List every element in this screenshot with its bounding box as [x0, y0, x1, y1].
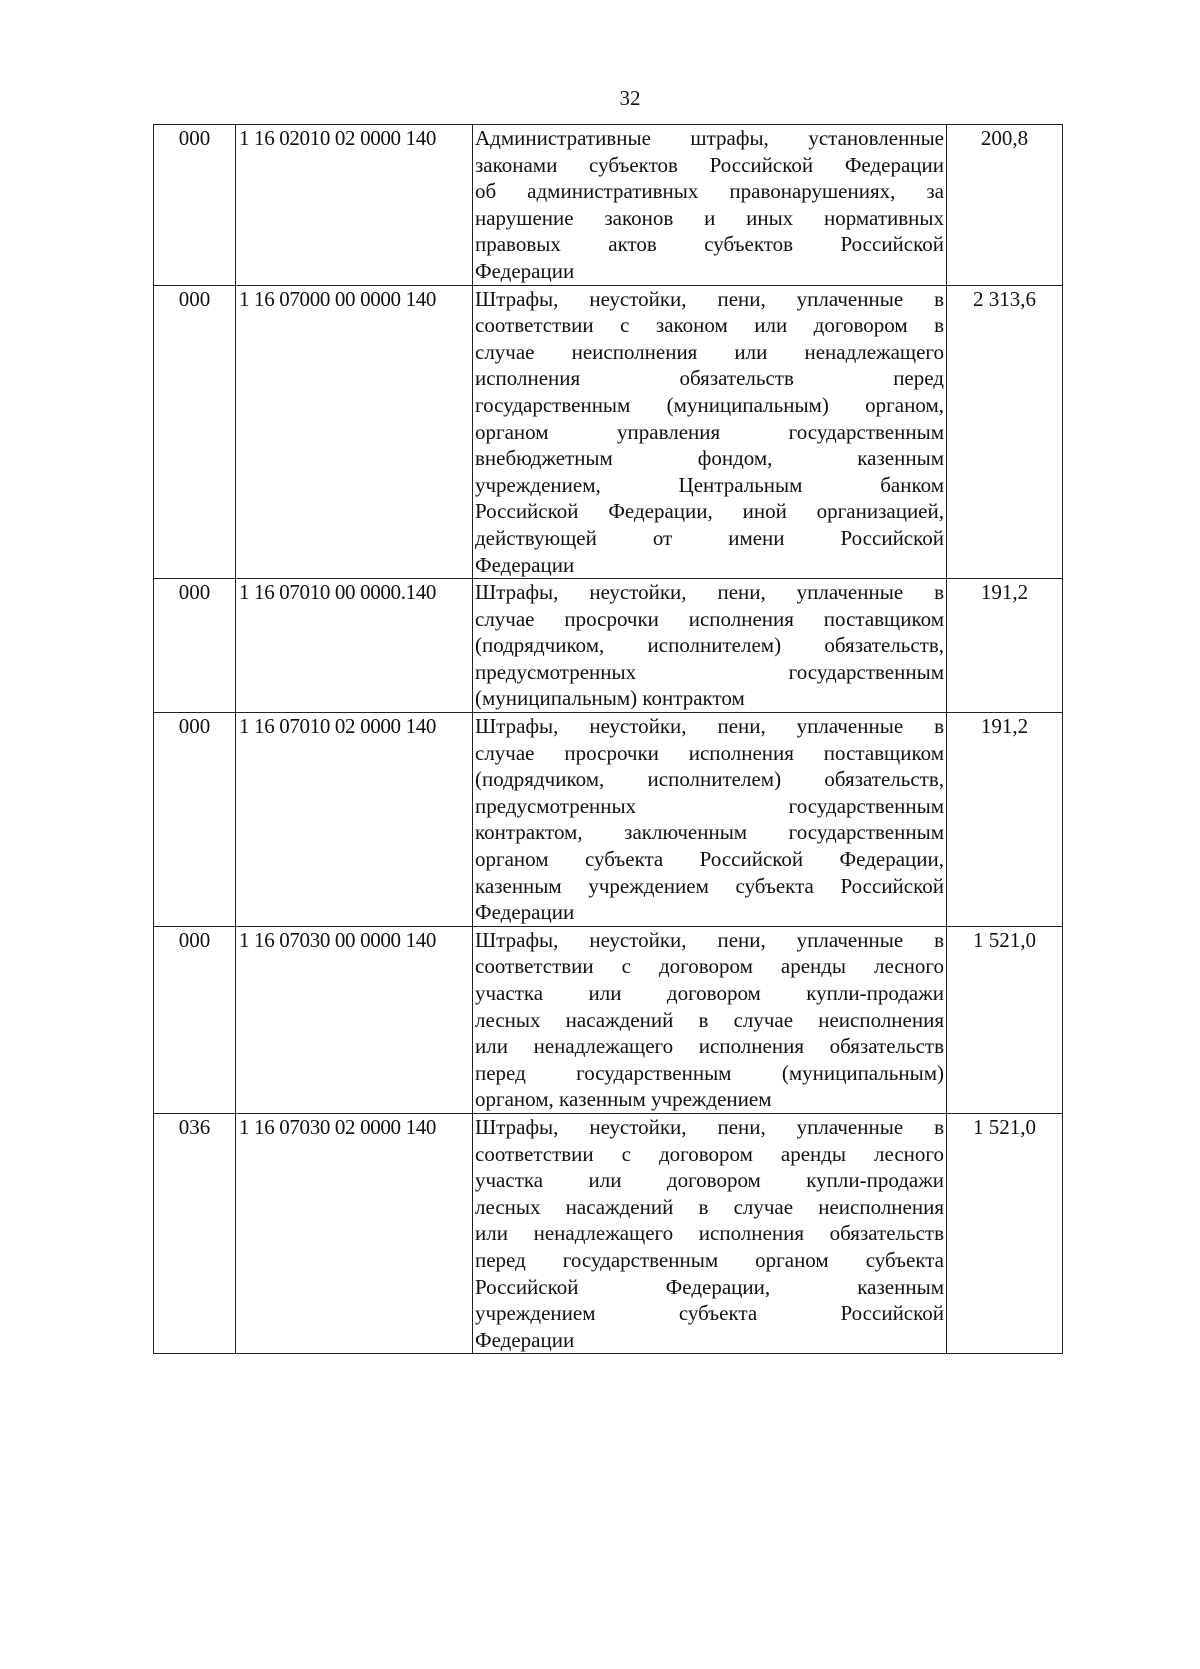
revenue-name-line: случае неисполнения или ненадлежащего: [475, 339, 944, 364]
revenue-name-line: Штрафы, неустойки, пени, уплаченные в: [475, 927, 944, 952]
amount-cell: 191,2: [947, 579, 1063, 713]
table-row: [154, 285, 1063, 579]
budget-code-cell: 1 16 07030 00 0000 140: [236, 926, 473, 1113]
revenue-name-line: (подрядчиком, исполнителем) обязательств,: [475, 767, 944, 792]
revenue-name-line: об административных правонарушениях, за: [475, 179, 944, 204]
revenue-name-line: правовых актов субъектов Российской: [475, 232, 944, 257]
revenue-name-line: учреждением субъекта Российской: [475, 1301, 944, 1326]
amount-cell: 1 521,0: [947, 1113, 1063, 1353]
budget-code-cell: 1 16 07000 00 0000 140: [236, 285, 473, 579]
revenue-name-line: действующей от имени Российской: [475, 525, 944, 550]
revenue-name-text: [473, 1114, 946, 1353]
admin-code-cell: 000: [154, 713, 236, 927]
revenue-name-line: случае просрочки исполнения поставщиком: [475, 740, 944, 765]
revenue-name-line: Федерации: [475, 1327, 575, 1352]
revenue-name-line: соответствии с договором аренды лесного: [475, 1141, 944, 1166]
revenue-name-line: Административные штрафы, установленные: [475, 126, 944, 150]
revenue-name-line: перед государственным (муниципальным): [475, 1060, 944, 1085]
revenue-name-text: [473, 286, 946, 579]
revenue-name-line: или ненадлежащего исполнения обязательств: [475, 1221, 944, 1246]
budget-code-cell: 1 16 07010 02 0000 140: [236, 713, 473, 927]
revenue-name-line: нарушение законов и иных нормативных: [475, 205, 944, 230]
revenue-name-line: Федерации: [475, 552, 575, 577]
revenue-name-cell: [473, 285, 947, 579]
revenue-name-line: органом субъекта Российской Федерации,: [475, 847, 944, 872]
budget-code-cell: 1 16 07010 00 0000.140: [236, 579, 473, 713]
revenue-name-line: случае просрочки исполнения поставщиком: [475, 606, 944, 631]
revenue-name-line: органом управления государственным: [475, 419, 944, 444]
revenue-name-line: Федерации: [475, 258, 575, 283]
revenue-name-line: лесных насаждений в случае неисполнения: [475, 1194, 944, 1219]
admin-code-cell: 000: [154, 125, 236, 286]
revenue-name-line: предусмотренных государственным: [475, 793, 944, 818]
page-number: 32: [619, 86, 641, 110]
revenue-name-text: [473, 579, 946, 712]
revenue-name-line: участка или договором купли-продажи: [475, 981, 944, 1005]
revenue-name-line: законами субъектов Российской Федерации: [475, 152, 944, 177]
revenue-name-line: Федерации: [475, 900, 575, 925]
admin-code-cell: 000: [154, 579, 236, 713]
revenue-name-line: лесных насаждений в случае неисполнения: [475, 1007, 944, 1032]
budget-revenue-table: [153, 124, 1063, 1354]
revenue-name-line: Штрафы, неустойки, пени, уплаченные в: [475, 580, 944, 605]
revenue-name-line: внебюджетным фондом, казенным: [475, 446, 944, 471]
revenue-name-text: [473, 927, 946, 1113]
revenue-name-cell: [473, 579, 947, 713]
revenue-name-cell: [473, 125, 947, 286]
revenue-name-line: учреждением, Центральным банком: [475, 472, 944, 497]
revenue-name-line: соответствии с законом или договором в: [475, 313, 944, 338]
amount-cell: 1 521,0: [947, 926, 1063, 1113]
table-row: [154, 1113, 1063, 1353]
revenue-name-line: (подрядчиком, исполнителем) обязательств,: [475, 633, 944, 658]
budget-code-cell: 1 16 02010 02 0000 140: [236, 125, 473, 286]
table-row: [154, 125, 1063, 286]
revenue-name-cell: [473, 1113, 947, 1353]
revenue-name-line: предусмотренных государственным: [475, 659, 944, 684]
table-body: [154, 125, 1063, 1354]
revenue-name-line: Штрафы, неустойки, пени, уплаченные в: [475, 286, 944, 311]
revenue-name-line: Штрафы, неустойки, пени, уплаченные в: [475, 1114, 944, 1139]
revenue-name-line: Штрафы, неустойки, пени, уплаченные в: [475, 714, 944, 739]
revenue-name-line: Российской Федерации, иной организацией,: [475, 499, 944, 524]
revenue-name-text: [473, 125, 946, 285]
revenue-name-line: Российской Федерации, казенным: [475, 1274, 944, 1299]
revenue-name-line: исполнения обязательств перед: [475, 366, 944, 391]
revenue-name-line: государственным (муниципальным) органом,: [475, 392, 944, 417]
amount-cell: 191,2: [947, 713, 1063, 927]
revenue-name-line: органом, казенным учреждением: [475, 1087, 772, 1112]
revenue-name-cell: [473, 713, 947, 927]
table-row: [154, 926, 1063, 1113]
revenue-name-line: (муниципальным) контрактом: [475, 686, 745, 711]
admin-code-cell: 000: [154, 926, 236, 1113]
revenue-name-line: контрактом, заключенным государственным: [475, 820, 944, 845]
revenue-name-text: [473, 713, 946, 926]
amount-cell: 200,8: [947, 125, 1063, 286]
revenue-name-line: или ненадлежащего исполнения обязательств: [475, 1034, 944, 1059]
revenue-name-line: участка или договором купли-продажи: [475, 1168, 944, 1193]
budget-code-cell: 1 16 07030 02 0000 140: [236, 1113, 473, 1353]
revenue-name-line: соответствии с договором аренды лесного: [475, 954, 944, 979]
admin-code-cell: 036: [154, 1113, 236, 1353]
table-row: [154, 713, 1063, 927]
revenue-name-cell: [473, 926, 947, 1113]
revenue-name-line: казенным учреждением субъекта Российской: [475, 873, 944, 898]
admin-code-cell: 000: [154, 285, 236, 579]
amount-cell: 2 313,6: [947, 285, 1063, 579]
table-row: [154, 579, 1063, 713]
revenue-name-line: перед государственным органом субъекта: [475, 1247, 944, 1272]
